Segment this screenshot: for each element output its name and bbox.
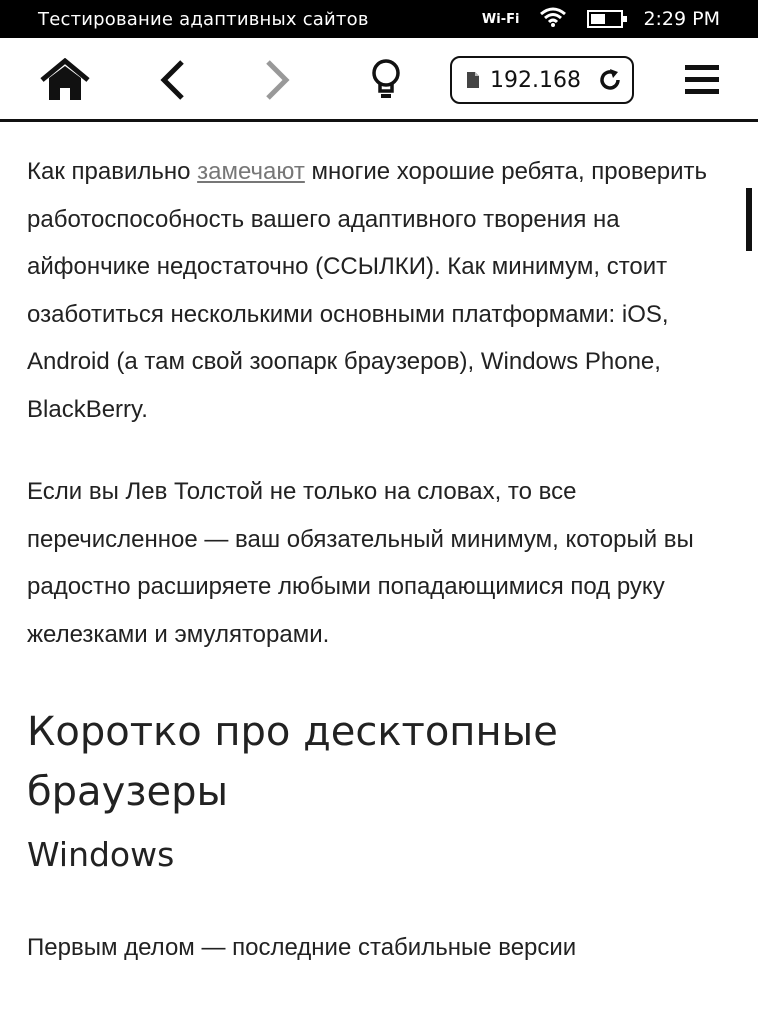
home-icon: [39, 58, 91, 102]
page-icon: [466, 71, 480, 89]
lightbulb-icon: [370, 58, 402, 102]
menu-button[interactable]: [682, 38, 722, 122]
battery-icon: [587, 10, 623, 28]
wifi-icon: [539, 7, 567, 31]
paragraph-3: Первым делом — последние стабильные версии: [27, 934, 577, 961]
light-button[interactable]: [364, 38, 408, 122]
back-arrow-icon: [157, 59, 187, 101]
clock: 2:29 PM: [643, 8, 720, 30]
forward-button[interactable]: [256, 38, 300, 122]
status-bar: [0, 0, 758, 38]
paragraph-2: Если вы Лев Толстой не только на словах, то все перечисленное — ваш обязательный минимум, который вы радостно расширяете любыми попадающимися под руку железками и эмуляторами.: [27, 478, 694, 648]
heading-windows: Windows: [27, 835, 175, 874]
status-title: Тестирование адаптивных сайтов: [38, 8, 369, 30]
reload-icon[interactable]: [598, 68, 622, 92]
scroll-indicator[interactable]: [746, 188, 752, 251]
wifi-label: Wi-Fi: [481, 11, 520, 27]
heading-desktop-browsers: Коротко про десктопные браузеры: [27, 709, 558, 815]
paragraph-1-end: многие хорошие ребята, проверить работоспособность вашего адаптивного творения на айфончике недостаточно (ССЫЛКИ). Как минимум, стоит озаботиться несколькими основными платформами: iOS, Android (а там свой зоопарк браузеров), Windows Phone, BlackBerry.: [27, 158, 708, 423]
paragraph-1: [27, 148, 727, 433]
status-indicators: [482, 7, 720, 31]
paragraph-1-start: Как правильно: [27, 158, 198, 185]
forward-arrow-icon: [263, 59, 293, 101]
menu-icon: [684, 63, 720, 97]
address-text[interactable]: 192.168: [490, 67, 581, 93]
address-bar[interactable]: [450, 56, 634, 104]
home-button[interactable]: [38, 38, 92, 122]
article-content: [27, 148, 727, 972]
back-button[interactable]: [150, 38, 194, 122]
link-zamechayut[interactable]: замечают: [197, 158, 305, 185]
browser-toolbar: [0, 38, 758, 122]
